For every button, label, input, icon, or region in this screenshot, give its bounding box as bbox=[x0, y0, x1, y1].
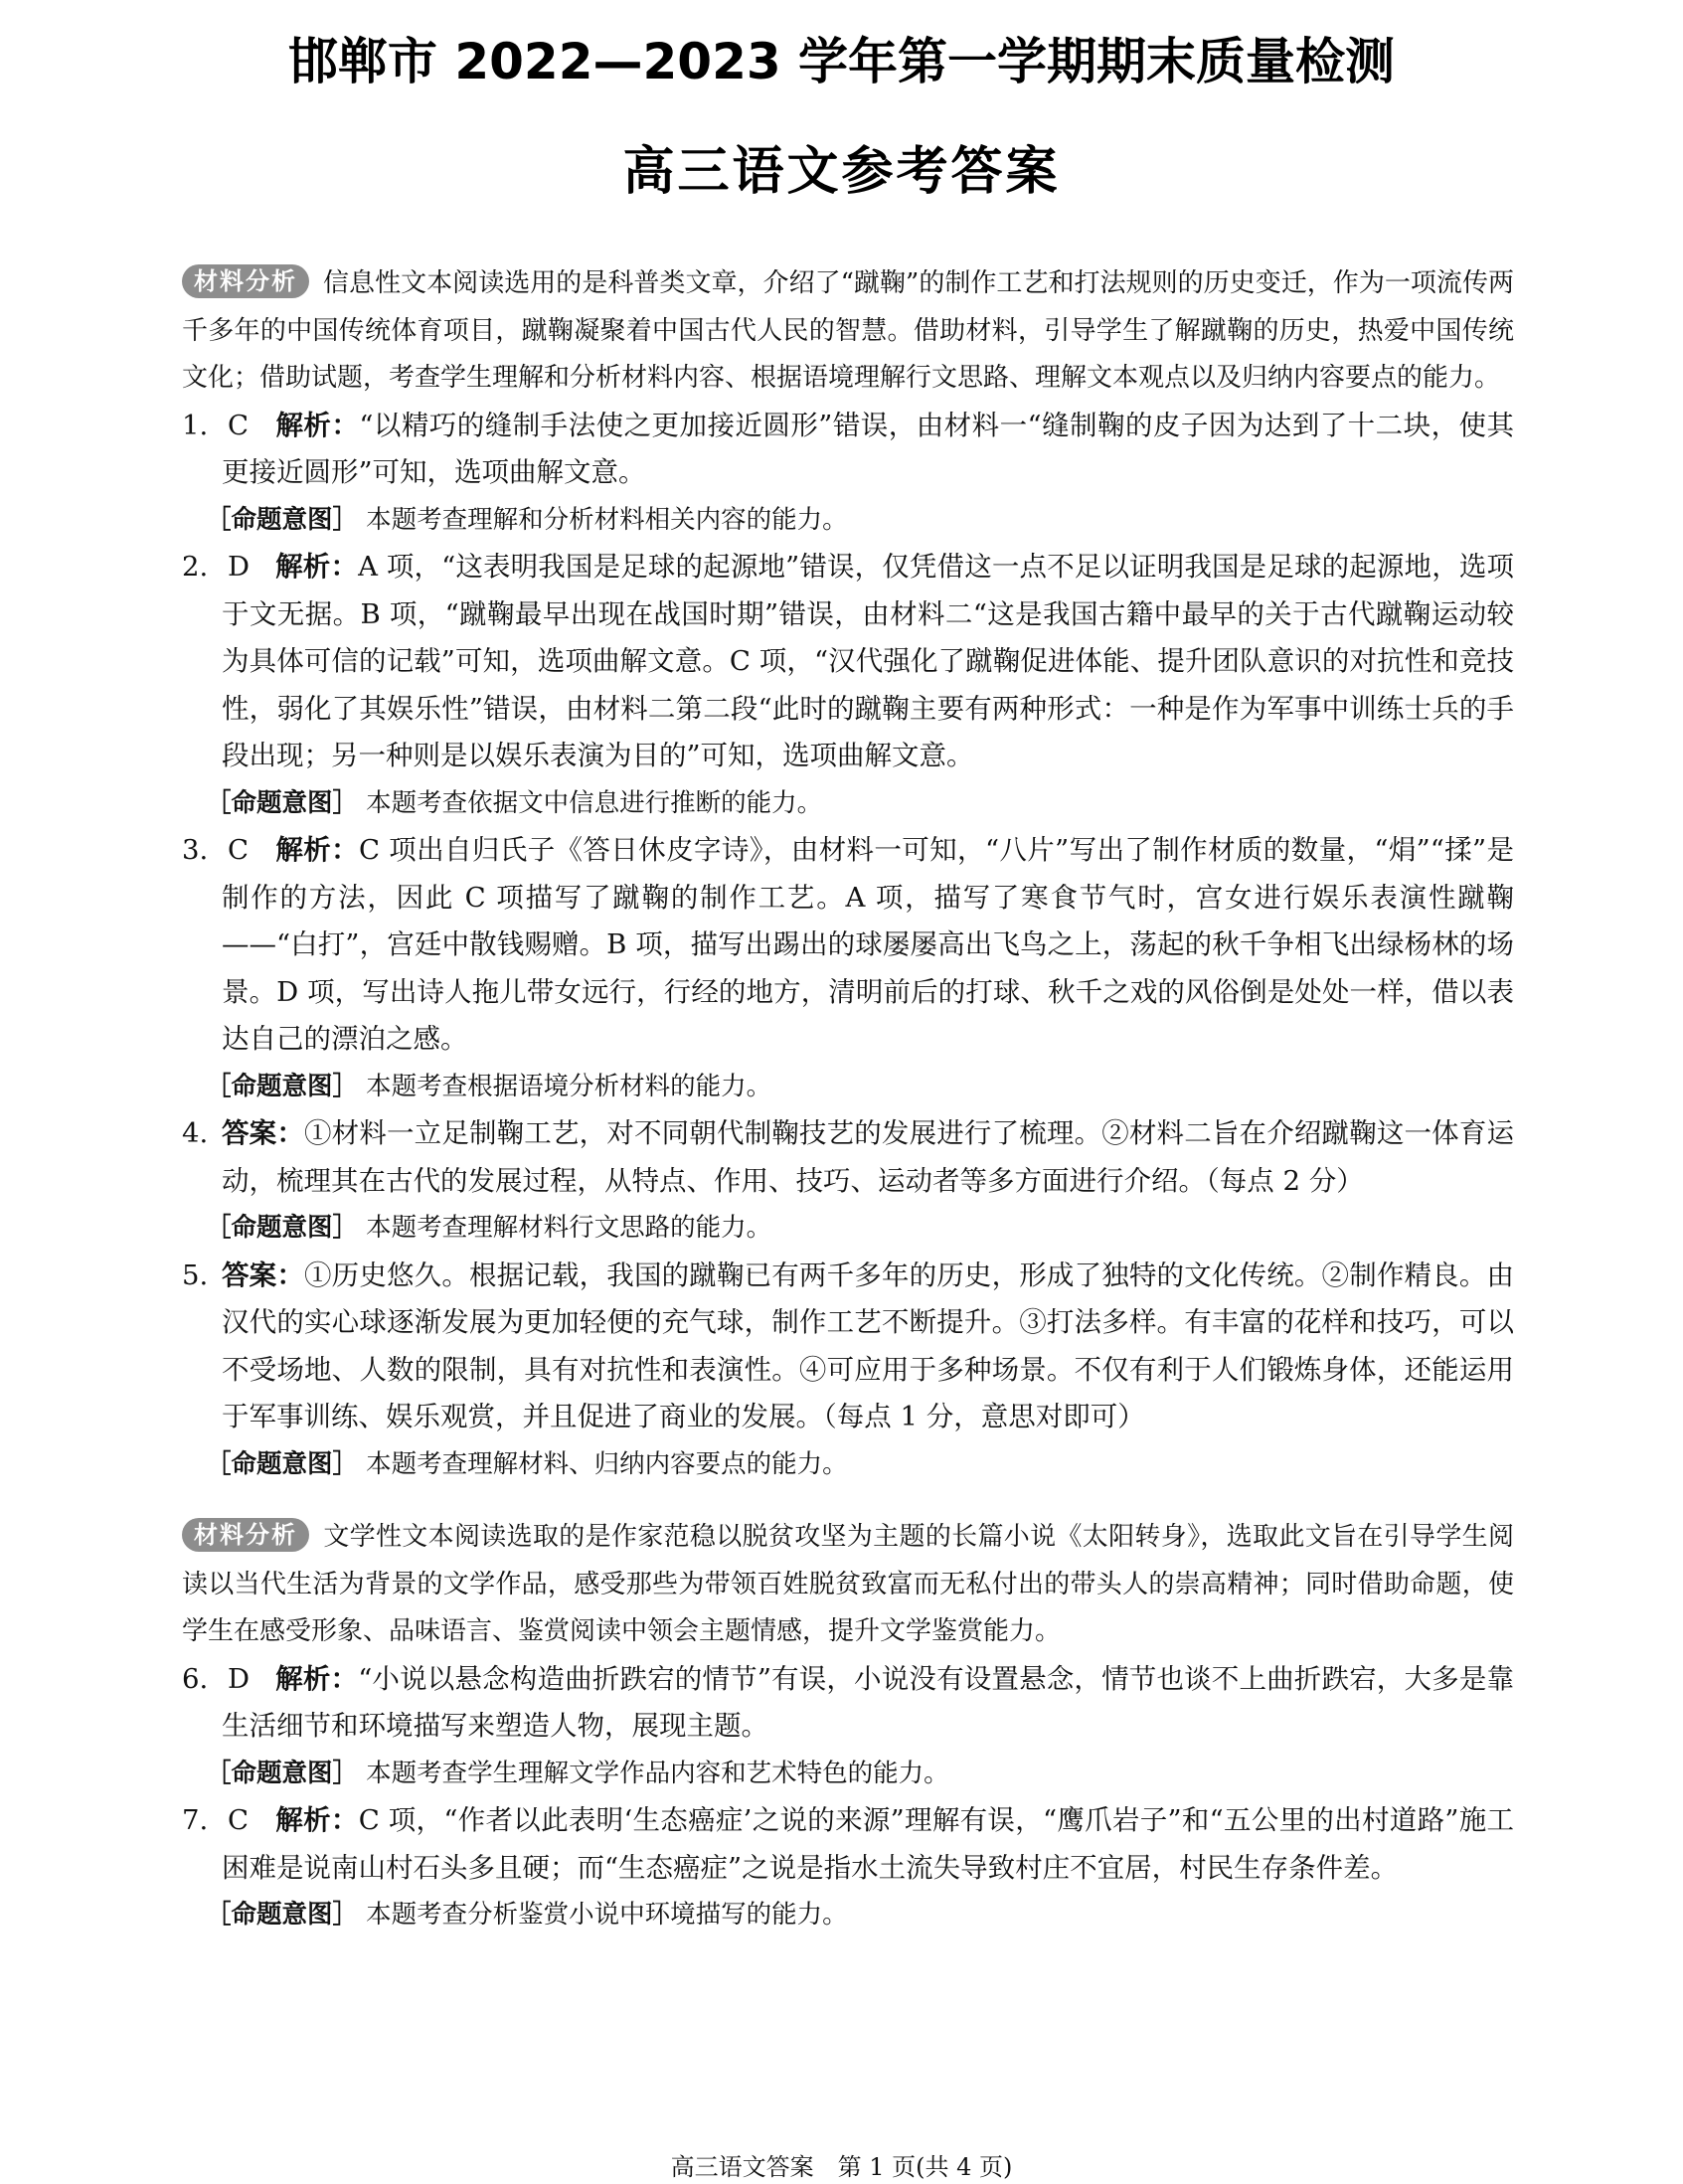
analysis-label: 解析： bbox=[275, 551, 359, 583]
material-analysis-badge: 材料分析 bbox=[182, 264, 309, 298]
intent-tag: ［命题意图］ bbox=[206, 1448, 359, 1479]
intent-text: 本题考查依据文中信息进行推断的能力。 bbox=[366, 787, 823, 818]
question-number: 1. bbox=[182, 409, 209, 441]
intent-tag: ［命题意图］ bbox=[206, 787, 359, 818]
question-1 bbox=[182, 403, 1514, 497]
answer-letter: C bbox=[228, 1804, 250, 1836]
analysis-text: “以精巧的缝制手法使之更加接近圆形”错误，由材料一“缝制鞠的皮子因为达到了十二块，使其更接近圆形”可知，选项曲解文意。 bbox=[222, 409, 1514, 488]
answer-text: ①历史悠久。根据记载，我国的蹴鞠已有两千多年的历史，形成了独特的文化传统。②制作精良。由汉代的实心球逐渐发展为更加轻便的充气球，制作工艺不断提升。③打法多样。有丰富的花样和技巧，可以不受场地、人数的限制，具有对抗性和表演性。④可应用于多种场景。不仅有利于人们锻炼身体，还能运用于军事训练、娱乐观赏，并且促进了商业的发展。（每点 1 分，意思对即可） bbox=[222, 1259, 1515, 1432]
analysis-text: “小说以悬念构造曲折跌宕的情节”有误，小说没有设置悬念，情节也谈不上曲折跌宕，大多是靠生活细节和环境描写来塑造人物，展现主题。 bbox=[222, 1662, 1514, 1742]
question-5 bbox=[182, 1253, 1514, 1441]
analysis-label: 解析： bbox=[275, 409, 360, 441]
answer-label: 答案： bbox=[222, 1259, 304, 1291]
question-number: 2. bbox=[182, 551, 209, 583]
answer-label: 答案： bbox=[222, 1117, 304, 1149]
intent-tag: ［命题意图］ bbox=[206, 1213, 359, 1243]
question-number: 7. bbox=[182, 1804, 209, 1836]
question-3 bbox=[182, 827, 1514, 1064]
material-analysis-text: 信息性文本阅读选用的是科普类文章，介绍了“蹴鞠”的制作工艺和打法规则的历史变迁，作为一项流传两千多年的中国传统体育项目，蹴鞠凝聚着中国古代人民的智慧。借助材料，引导学生了解蹴鞠的历史，热爱中国传统文化；借助试题，考查学生理解和分析材料内容、根据语境理解行文思路、理解文本观点以及归纳内容要点的能力。 bbox=[182, 268, 1514, 393]
question-number: 5. bbox=[182, 1259, 209, 1291]
intent-tag: ［命题意图］ bbox=[206, 1758, 359, 1788]
answer-text: ①材料一立足制鞠工艺，对不同朝代制鞠技艺的发展进行了梳理。②材料二旨在介绍蹴鞠这一体育运动，梳理其在古代的发展过程，从特点、作用、技巧、运动者等多方面进行介绍。（每点 2 分） bbox=[222, 1117, 1515, 1197]
question-intent bbox=[182, 1205, 1514, 1253]
intent-text: 本题考查理解材料、归纳内容要点的能力。 bbox=[366, 1448, 848, 1479]
intent-text: 本题考查理解和分析材料相关内容的能力。 bbox=[366, 504, 848, 535]
question-intent bbox=[182, 1064, 1514, 1111]
analysis-text: C 项，“作者以此表明‘生态癌症’之说的来源”理解有误，“鹰爪岩子”和“五公里的出村道路”施工困难是说南山村石头多且硬；而“生态癌症”之说是指水土流失导致村庄不宜居，村民生存条件差。 bbox=[222, 1804, 1515, 1884]
question-number: 4. bbox=[182, 1117, 209, 1149]
analysis-label: 解析： bbox=[275, 1662, 359, 1695]
question-number: 3. bbox=[182, 834, 209, 866]
intent-text: 本题考查根据语境分析材料的能力。 bbox=[366, 1071, 772, 1101]
document-subtitle: 高三语文参考答案 bbox=[622, 142, 1061, 202]
material-analysis-text: 文学性文本阅读选取的是作家范稳以脱贫攻坚为主题的长篇小说《太阳转身》，选取此文旨在引导学生阅读以当代生活为背景的文学作品，感受那些为带领百姓脱贫致富而无私付出的带头人的崇高精神；同时借助命题，使学生在感受形象、品味语言、鉴赏阅读中领会主题情感，提升文学鉴赏能力。 bbox=[182, 1522, 1514, 1646]
question-intent bbox=[182, 1441, 1514, 1489]
question-intent bbox=[182, 1892, 1514, 1939]
section-spacer bbox=[182, 1488, 1514, 1514]
page-footer: 高三语文答案 第 1 页(共 4 页) bbox=[670, 2153, 1013, 2181]
question-7 bbox=[182, 1797, 1514, 1892]
intent-text: 本题考查理解材料行文思路的能力。 bbox=[366, 1213, 772, 1243]
analysis-text: C 项出自归氏子《答日休皮字诗》，由材料一可知，“八片”写出了制作材质的数量，“焆”“揉”是制作的方法，因此 C 项描写了蹴鞠的制作工艺。A 项，描写了寒食节气时，宫女进行娱乐表演性蹴鞠——“白打”，宫廷中散钱赐赠。B 项，描写出踢出的球屡屡高出飞鸟之上，荡起的秋千争相飞出绿杨林的场景。D 项，写出诗人拖儿带女远行，行经的地方，清明前后的打球、秋千之戏的风俗倒是处处一样，借以表达自己的漂泊之感。 bbox=[222, 834, 1514, 1055]
intent-tag: ［命题意图］ bbox=[206, 1900, 359, 1930]
question-intent bbox=[182, 780, 1514, 828]
question-intent bbox=[182, 1751, 1514, 1798]
question-2 bbox=[182, 544, 1514, 780]
intent-text: 本题考查分析鉴赏小说中环境描写的能力。 bbox=[366, 1900, 848, 1930]
question-6 bbox=[182, 1656, 1514, 1751]
analysis-label: 解析： bbox=[275, 1804, 359, 1836]
material-analysis-1 bbox=[182, 260, 1514, 403]
question-intent bbox=[182, 497, 1514, 545]
question-number: 6. bbox=[182, 1662, 209, 1695]
answer-letter: D bbox=[228, 551, 251, 583]
intent-tag: ［命题意图］ bbox=[206, 504, 359, 535]
material-analysis-badge: 材料分析 bbox=[182, 1518, 309, 1552]
document-title: 邯郸市 2022—2023 学年第一学期期末质量检测 bbox=[287, 33, 1396, 90]
analysis-text: A 项，“这表明我国是足球的起源地”错误，仅凭借这一点不足以证明我国是足球的起源地，选项于文无据。B 项，“蹴鞠最早出现在战国时期”错误，由材料二“这是我国古籍中最早的关于古代蹴鞠运动较为具体可信的记载”可知，选项曲解文意。C 项，“汉代强化了蹴鞠促进体能、提升团队意识的对抗性和竞技性，弱化了其娱乐性”错误，由材料二第二段“此时的蹴鞠主要有两种形式：一种是作为军事中训练士兵的手段出现；另一种则是以娱乐表演为目的”可知，选项曲解文意。 bbox=[222, 551, 1515, 771]
question-4 bbox=[182, 1110, 1514, 1205]
intent-text: 本题考查学生理解文学作品内容和艺术特色的能力。 bbox=[366, 1758, 949, 1788]
intent-tag: ［命题意图］ bbox=[206, 1071, 359, 1101]
answer-letter: C bbox=[228, 834, 250, 866]
answer-letter: D bbox=[228, 1662, 251, 1695]
content bbox=[182, 260, 1514, 1939]
answer-letter: C bbox=[228, 409, 250, 441]
material-analysis-2 bbox=[182, 1514, 1514, 1656]
analysis-label: 解析： bbox=[275, 834, 360, 866]
